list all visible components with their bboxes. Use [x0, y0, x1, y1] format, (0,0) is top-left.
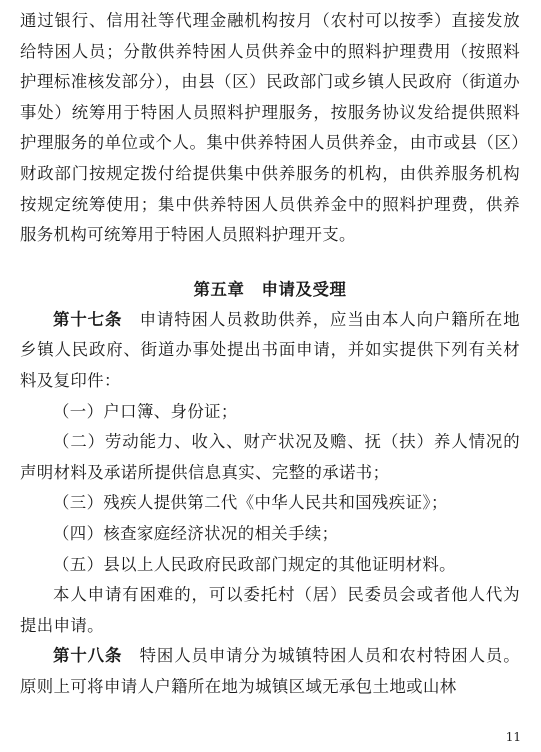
intro-paragraph: 通过银行、信用社等代理金融机构按月（农村可以按季）直接发放给特困人员；分散供养特困人员供养金中的照料护理费用（按照料护理标准核发部分），由县（区）民政部门或乡镇人民政府（街道办事处）统筹用于特困人员照料护理服务，按服务协议发给提供照料护理服务的单位或个人。集中供养特困人员供养金，由市或县（区）财政部门按规定拨付给提供集中供养服务的机构，由供养服务机构按规定统筹使用；集中供养特困人员供养金中的照料护理费，供养服务机构可统筹用于特困人员照料护理开支。	[20, 11, 520, 245]
article-17-item-1: （一）户口簿、身份证；	[53, 401, 238, 421]
article-17-item-4: （四）核查家庭经济状况的相关手续；	[53, 523, 339, 543]
page-number: 11	[505, 730, 521, 744]
article-17-label: 第十七条	[53, 309, 123, 329]
article-17-item-3: （三）残疾人提供第二代《中华人民共和国残疾证》；	[53, 493, 448, 513]
document-body	[20, 6, 520, 702]
article-17-item-5: （五）县以上人民政府民政部门规定的其他证明材料。	[53, 554, 456, 574]
article-18-paragraph	[20, 641, 520, 702]
chapter-title: 第五章 申请及受理	[193, 279, 347, 299]
article-17-paragraph	[20, 305, 520, 397]
article-17-text: 申请特困人员救助供养，应当由本人向户籍所在地乡镇人民政府、街道办事处提出书面申请，并如实提供下列有关材料及复印件：	[20, 309, 520, 390]
article-17-note: 本人申请有困难的，可以委托村（居）民委员会或者他人代为提出申请。	[20, 585, 520, 635]
article-18-label: 第十八条	[53, 646, 123, 666]
article-18-text: 特困人员申请分为城镇特困人员和农村特困人员。原则上可将申请人户籍所在地为城镇区域无承包土地或山林	[20, 646, 520, 696]
article-17-item-2: （二）劳动能力、收入、财产状况及赡、抚（扶）养人情况的声明材料及承诺所提供信息真实、完整的承诺书；	[20, 432, 520, 482]
